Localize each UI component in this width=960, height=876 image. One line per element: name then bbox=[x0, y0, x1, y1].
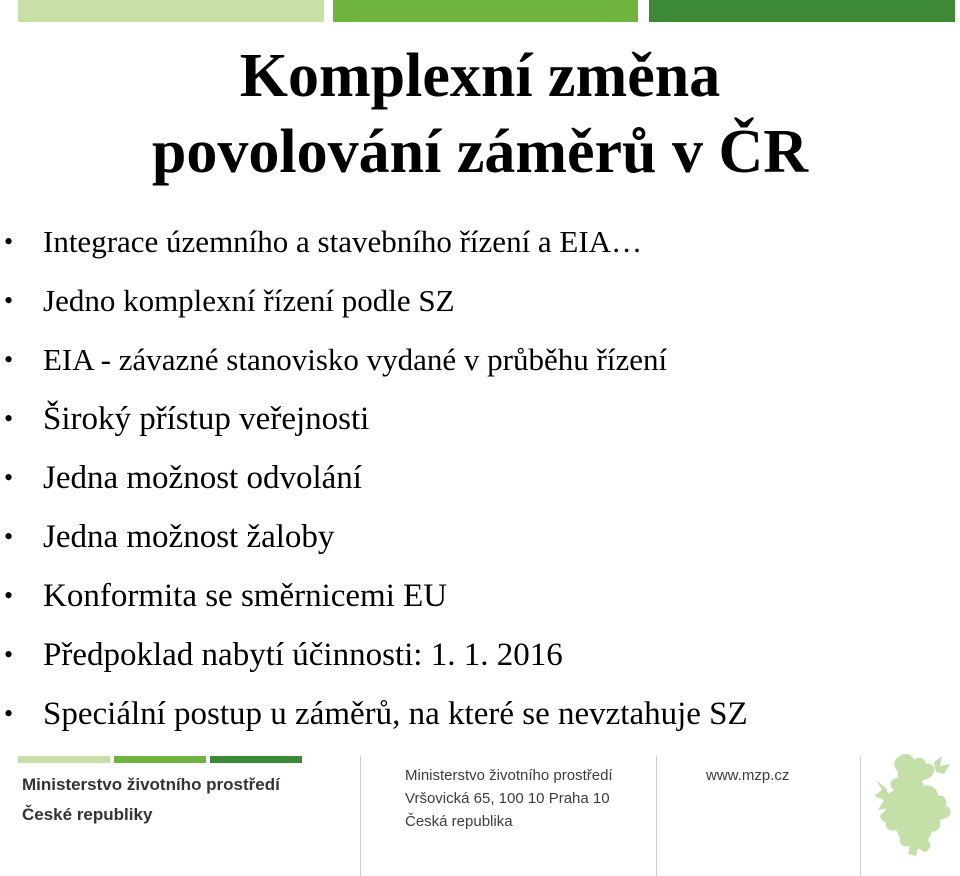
top-bar-mid bbox=[333, 0, 638, 22]
top-bar-light bbox=[18, 0, 324, 22]
bullet-text: EIA - závazné stanovisko vydané v průběhu řízení bbox=[43, 342, 668, 377]
bullet-item bbox=[0, 275, 960, 334]
footer-divider bbox=[860, 756, 861, 876]
footer-stripe-dark bbox=[210, 756, 302, 763]
top-color-bars bbox=[0, 0, 960, 22]
ministry-name-line-1: Ministerstvo životního prostředí bbox=[22, 775, 280, 794]
website-text: www.mzp.cz bbox=[706, 767, 790, 784]
bullet-item bbox=[0, 511, 960, 570]
address-line-2: Vršovická 65, 100 10 Praha 10 bbox=[405, 790, 610, 807]
bullet-text: Jedna možnost odvolání bbox=[43, 460, 362, 496]
slide-title bbox=[0, 38, 960, 190]
address-line-3: Česká republika bbox=[405, 813, 513, 830]
bullet-item bbox=[0, 393, 960, 452]
bullet-item bbox=[0, 334, 960, 393]
ministry-address bbox=[405, 764, 613, 833]
bullet-text: Speciální postup u záměrů, na které se nevztahuje SZ bbox=[43, 696, 748, 732]
bullet-dot: • bbox=[4, 463, 14, 492]
bullet-item bbox=[0, 452, 960, 511]
bullet-text: Integrace územního a stavebního řízení a EIA… bbox=[43, 224, 643, 259]
footer-divider bbox=[656, 756, 657, 876]
footer-stripe-mid bbox=[114, 756, 206, 763]
top-bar-dark bbox=[649, 0, 955, 22]
footer bbox=[0, 756, 960, 876]
title-line-2: povolování záměrů v ČR bbox=[151, 118, 809, 186]
bullet-dot: • bbox=[4, 404, 14, 433]
bullet-item bbox=[0, 629, 960, 688]
bullet-text: Konformita se směrnicemi EU bbox=[43, 578, 448, 614]
footer-stripe-light bbox=[18, 756, 110, 763]
title-line-1: Komplexní změna bbox=[239, 42, 721, 110]
bullet-dot: • bbox=[4, 522, 14, 551]
bullet-text: Široký přístup veřejnosti bbox=[43, 401, 370, 437]
bullet-dot: • bbox=[4, 581, 14, 610]
ministry-logo-text bbox=[22, 770, 280, 830]
bullet-dot: • bbox=[4, 345, 14, 374]
bullet-list bbox=[0, 216, 960, 747]
czech-lion-icon bbox=[868, 750, 956, 860]
bullet-dot: • bbox=[4, 227, 14, 256]
bullet-dot: • bbox=[4, 286, 14, 315]
website-link[interactable] bbox=[706, 764, 789, 787]
bullet-text: Jedna možnost žaloby bbox=[43, 519, 335, 555]
footer-color-stripes bbox=[18, 756, 302, 763]
footer-divider bbox=[360, 756, 361, 876]
bullet-item bbox=[0, 570, 960, 629]
bullet-text: Předpoklad nabytí účinnosti: 1. 1. 2016 bbox=[43, 637, 563, 673]
bullet-item bbox=[0, 688, 960, 747]
bullet-text: Jedno komplexní řízení podle SZ bbox=[43, 283, 455, 318]
ministry-name-line-2: České republiky bbox=[22, 805, 153, 824]
address-line-1: Ministerstvo životního prostředí bbox=[405, 767, 613, 784]
bullet-dot: • bbox=[4, 699, 14, 728]
bullet-dot: • bbox=[4, 640, 14, 669]
bullet-item bbox=[0, 216, 960, 275]
